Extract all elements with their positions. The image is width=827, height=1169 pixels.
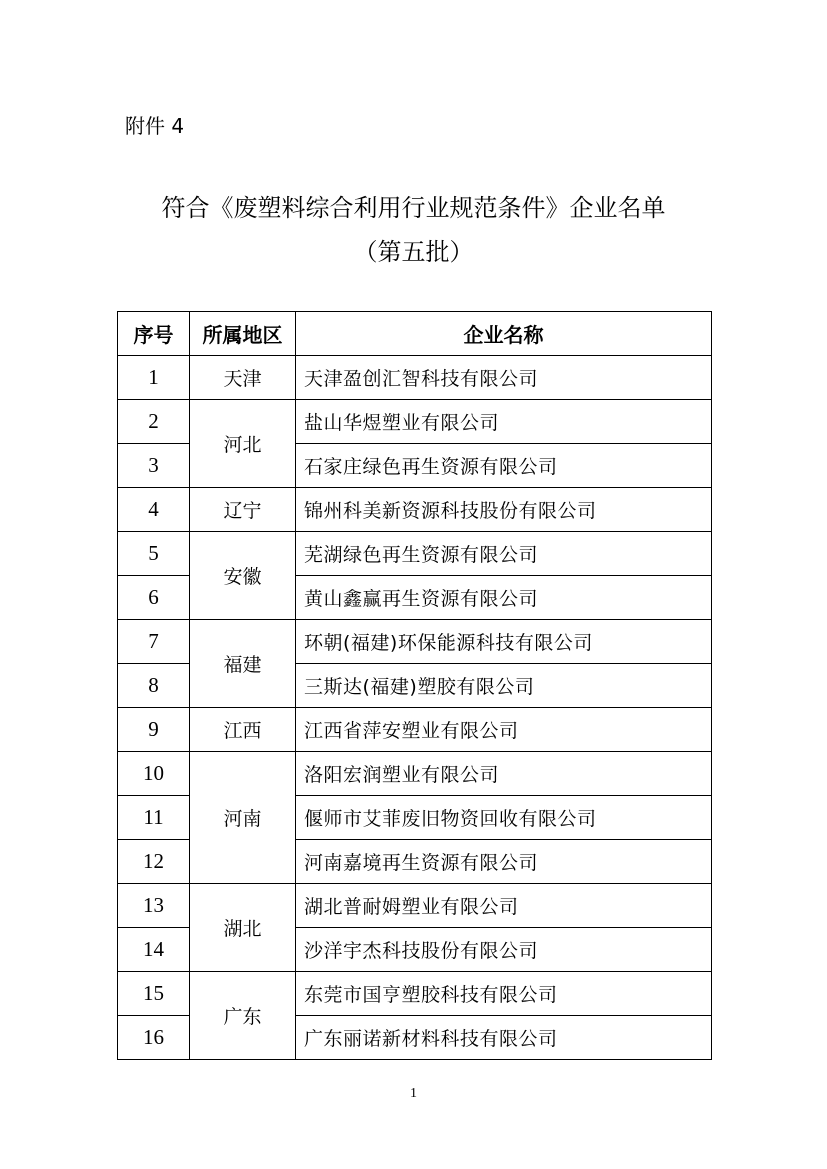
table-row [118,708,712,752]
table-row [118,488,712,532]
serial-number-cell: 16 [118,1016,190,1060]
serial-number-cell: 3 [118,444,190,488]
serial-number-cell: 14 [118,928,190,972]
company-name-cell: 东莞市国亨塑胶科技有限公司 [296,972,712,1016]
company-name-cell: 锦州科美新资源科技股份有限公司 [296,488,712,532]
serial-number-cell: 10 [118,752,190,796]
company-name-cell: 湖北普耐姆塑业有限公司 [296,884,712,928]
attachment-label: 附件 4 [125,114,185,138]
serial-number-cell: 9 [118,708,190,752]
table-header-row [118,312,712,356]
company-name-cell: 洛阳宏润塑业有限公司 [296,752,712,796]
serial-number-cell: 13 [118,884,190,928]
region-cell: 江西 [190,708,296,752]
serial-number-cell: 1 [118,356,190,400]
serial-number-cell: 12 [118,840,190,884]
page-number: 1 [410,1086,417,1101]
table-row [118,356,712,400]
serial-number-cell: 5 [118,532,190,576]
region-cell: 福建 [190,620,296,708]
document-title: 符合《废塑料综合利用行业规范条件》企业名单 [161,194,666,222]
company-name-cell: 偃师市艾菲废旧物资回收有限公司 [296,796,712,840]
region-cell: 辽宁 [190,488,296,532]
region-cell: 安徽 [190,532,296,620]
region-cell: 广东 [190,972,296,1060]
region-cell: 河南 [190,752,296,884]
company-name-cell: 河南嘉境再生资源有限公司 [296,840,712,884]
table-row [118,884,712,928]
company-name-cell: 石家庄绿色再生资源有限公司 [296,444,712,488]
header-serial-number: 序号 [118,312,190,356]
company-list-table [117,311,712,1060]
header-company-name: 企业名称 [296,312,712,356]
serial-number-cell: 6 [118,576,190,620]
header-region: 所属地区 [190,312,296,356]
company-name-cell: 黄山鑫赢再生资源有限公司 [296,576,712,620]
serial-number-cell: 4 [118,488,190,532]
table-row [118,620,712,664]
table-row [118,972,712,1016]
company-name-cell: 盐山华煜塑业有限公司 [296,400,712,444]
company-name-cell: 芜湖绿色再生资源有限公司 [296,532,712,576]
serial-number-cell: 15 [118,972,190,1016]
serial-number-cell: 11 [118,796,190,840]
company-name-cell: 三斯达(福建)塑胶有限公司 [296,664,712,708]
region-cell: 湖北 [190,884,296,972]
table-row [118,400,712,444]
table-row [118,532,712,576]
region-cell: 天津 [190,356,296,400]
serial-number-cell: 2 [118,400,190,444]
serial-number-cell: 8 [118,664,190,708]
company-name-cell: 广东丽诺新材料科技有限公司 [296,1016,712,1060]
serial-number-cell: 7 [118,620,190,664]
region-cell: 河北 [190,400,296,488]
table-row [118,752,712,796]
company-name-cell: 沙洋宇杰科技股份有限公司 [296,928,712,972]
document-subtitle: （第五批） [353,238,474,266]
company-name-cell: 天津盈创汇智科技有限公司 [296,356,712,400]
company-name-cell: 江西省萍安塑业有限公司 [296,708,712,752]
company-name-cell: 环朝(福建)环保能源科技有限公司 [296,620,712,664]
